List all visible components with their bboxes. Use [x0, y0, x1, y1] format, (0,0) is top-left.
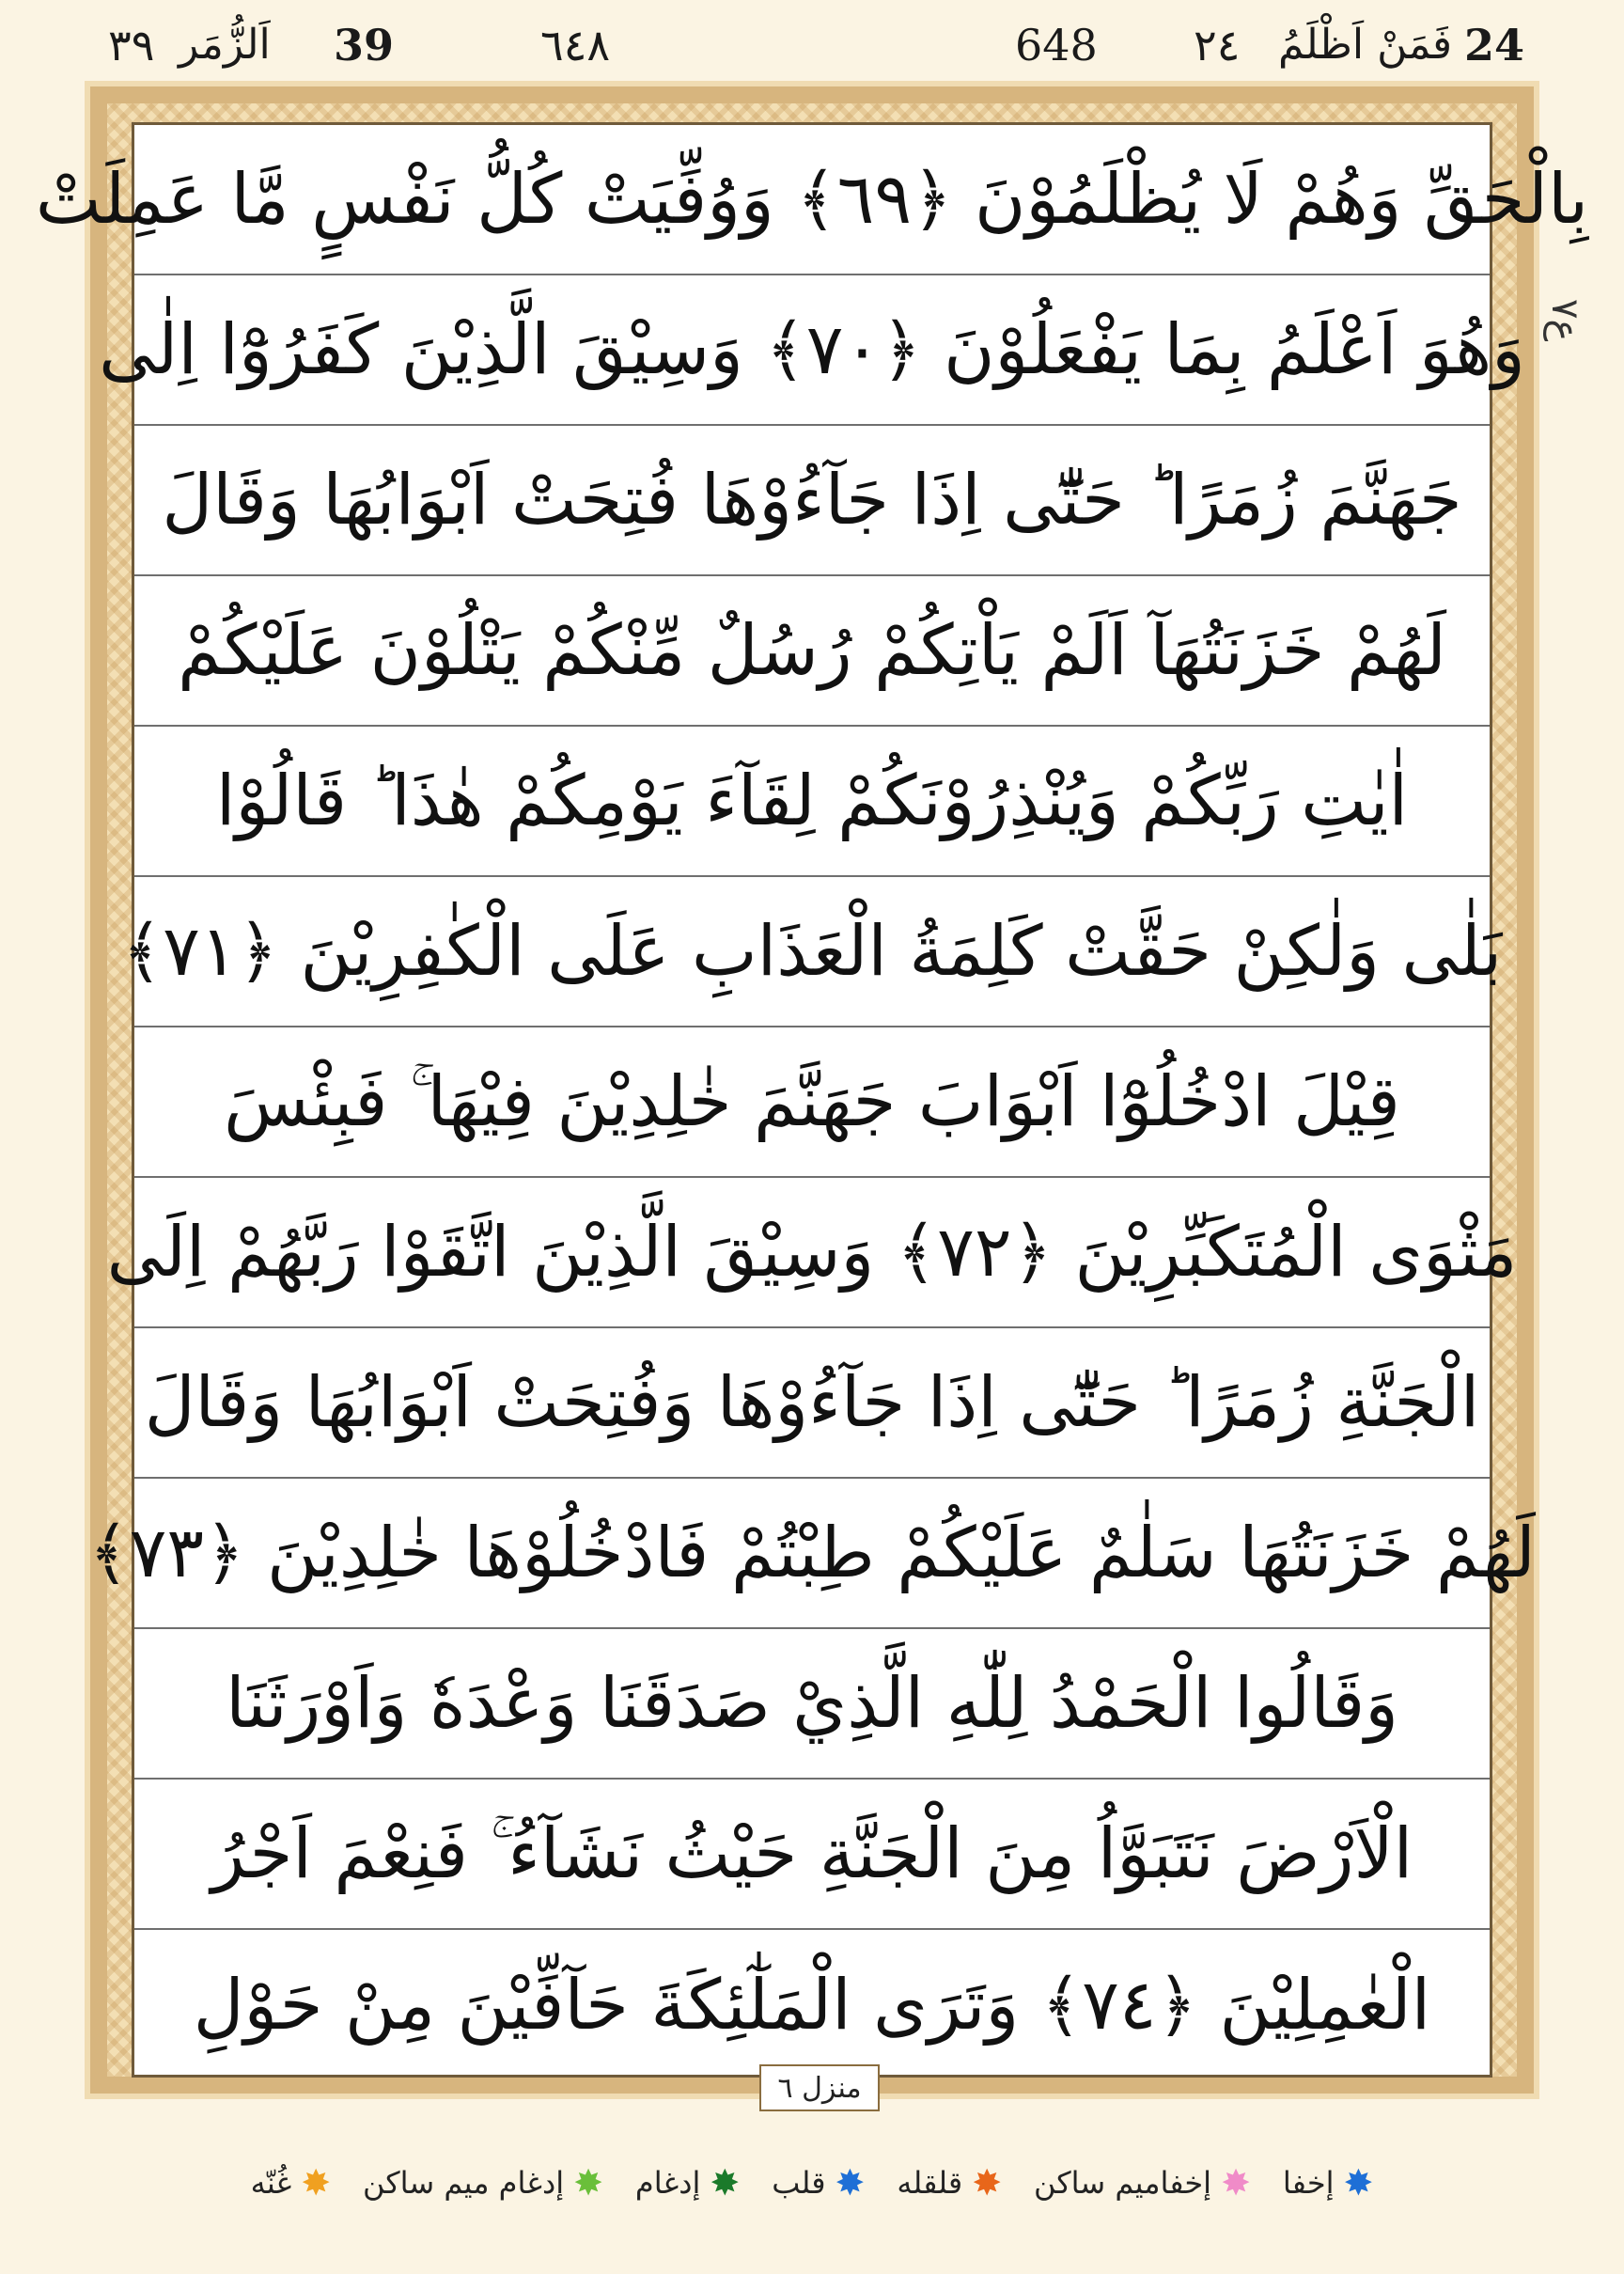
line-text: اٰيٰتِ رَبِّكُمْ وَيُنْذِرُوْنَكُمْ لِقَآءَ يَوْمِكُمْ هٰذَا ؕ قَالُوْا: [215, 761, 1409, 841]
star-icon: ✸: [1343, 2162, 1374, 2203]
manzil-label: [759, 2064, 880, 2111]
text-line: [35, 125, 1589, 275]
legend-label: إخفا: [1282, 2165, 1335, 2201]
juz-name: فَمَنْ اَظْلَمُ: [1278, 21, 1453, 69]
star-icon: ✸: [710, 2162, 741, 2203]
line-text: لَهُمْ خَزَنَتُهَا سَلٰمٌ عَلَيْكُمْ طِبْتُمْ فَادْخُلُوْهَا خٰلِدِيْنَ ﴿٧٣﴾: [88, 1513, 1536, 1593]
legend-label: غُنّه: [250, 2165, 292, 2201]
text-line: [134, 1930, 1490, 2080]
page-number-arabic: ٦٤٨: [540, 20, 611, 71]
text-line: [134, 1027, 1490, 1178]
star-icon: ✸: [972, 2162, 1003, 2203]
text-line: [134, 1629, 1490, 1780]
legend-label: قلقله: [897, 2165, 963, 2201]
legend-item-qalb: [772, 2162, 866, 2203]
text-line: [134, 426, 1490, 576]
text-line: [106, 1178, 1518, 1328]
line-text: لَهُمْ خَزَنَتُهَآ اَلَمْ يَاْتِكُمْ رُسُلٌ مِّنْكُمْ يَتْلُوْنَ عَلَيْكُمْ: [178, 610, 1446, 691]
legend-item-ghunna: [250, 2162, 332, 2203]
line-text: وَهُوَ اَعْلَمُ بِمَا يَفْعَلُوْنَ ﴿٧٠﴾ وَسِيْقَ الَّذِيْنَ كَفَرُوْٓا اِلٰى: [99, 309, 1525, 390]
star-icon: ✸: [835, 2162, 866, 2203]
line-text: قِيْلَ ادْخُلُوْٓا اَبْوَابَ جَهَنَّمَ خٰلِدِيْنَ فِيْهَا ۚ فَبِئْسَ: [224, 1060, 1400, 1142]
line-text: وَقَالُوا الْحَمْدُ لِلّٰهِ الَّذِيْ صَدَقَنَا وَعْدَهٗ وَاَوْرَثَنَا: [226, 1663, 1398, 1744]
legend-label: قلب: [772, 2165, 826, 2201]
juz-number: 24: [1464, 20, 1525, 71]
page-header: [0, 0, 1624, 86]
star-icon: ✸: [1221, 2162, 1251, 2203]
tajweed-legend: [0, 2126, 1624, 2239]
line-text: جَهَنَّمَ زُمَرًا ؕ حَتّٰٓى اِذَا جَآءُوْهَا فُتِحَتْ اَبْوَابُهَا وَقَالَ: [162, 460, 1462, 541]
legend-item-qalqala: [897, 2162, 1003, 2203]
line-text: بَلٰى وَلٰكِنْ حَقَّتْ كَلِمَةُ الْعَذَابِ عَلَى الْكٰفِرِيْنَ ﴿٧١﴾: [121, 911, 1503, 992]
text-line: [134, 1780, 1490, 1930]
legend-label: إخفاميم ساكن: [1034, 2165, 1212, 2201]
legend-item-idgham: [634, 2162, 741, 2203]
line-text: بِالْحَقِّ وَهُمْ لَا يُظْلَمُوْنَ ﴿٦٩﴾ وَوُفِّيَتْ كُلُّ نَفْسٍ مَّا عَمِلَتْ: [35, 159, 1589, 240]
text-line: [134, 1328, 1490, 1479]
surah-number-arabic: ٣٩: [108, 20, 155, 71]
surah-name: اَلزُّمَر: [179, 21, 271, 69]
manzil-text: منزل ٦: [777, 2071, 862, 2105]
line-text: الْعٰمِلِيْنَ ﴿٧٤﴾ وَتَرَى الْمَلٰٓئِكَةَ حَآفِّيْنَ مِنْ حَوْلِ: [193, 1965, 1431, 2046]
legend-label: إدغام: [634, 2165, 701, 2201]
text-line: [134, 727, 1490, 877]
legend-item-idgham-meem: [363, 2162, 603, 2203]
star-icon: ✸: [573, 2162, 603, 2203]
legend-item-ikhfa-meem: [1034, 2162, 1251, 2203]
legend-item-ikhfa: [1282, 2162, 1374, 2203]
text-line: [134, 576, 1490, 727]
surah-number: 39: [334, 20, 395, 71]
ruku-marker: ع٧: [1543, 299, 1586, 342]
line-text: مَثْوَى الْمُتَكَبِّرِيْنَ ﴿٧٢﴾ وَسِيْقَ الَّذِيْنَ اتَّقَوْا رَبَّهُمْ اِلَى: [106, 1212, 1518, 1293]
line-text: الْاَرْضَ نَتَبَوَّاُ مِنَ الْجَنَّةِ حَيْثُ نَشَآءُ ۚ فَنِعْمَ اَجْرُ: [211, 1812, 1413, 1894]
text-line: [99, 275, 1525, 426]
line-text: الْجَنَّةِ زُمَرًا ؕ حَتّٰٓى اِذَا جَآءُوْهَا وَفُتِحَتْ اَبْوَابُهَا وَقَالَ: [144, 1362, 1480, 1443]
text-line: [121, 877, 1503, 1027]
legend-label: إدغام ميم ساكن: [363, 2165, 565, 2201]
juz-number-arabic: ٢٤: [1194, 20, 1241, 71]
text-line: [88, 1479, 1536, 1629]
page-number: 648: [1015, 20, 1098, 71]
star-icon: ✸: [301, 2162, 332, 2203]
